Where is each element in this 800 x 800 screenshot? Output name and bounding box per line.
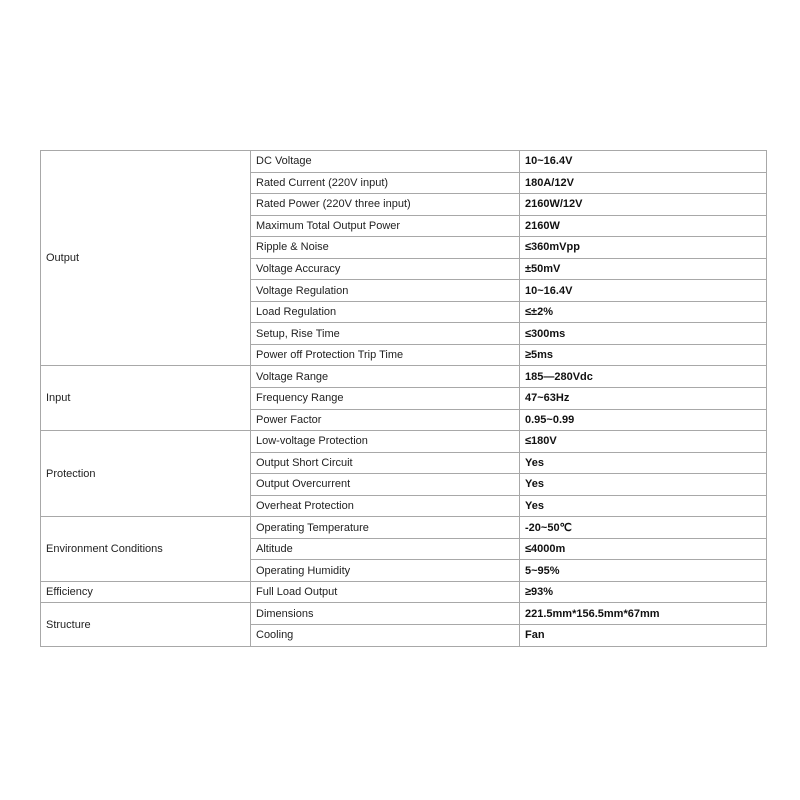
spec-table-body [41, 151, 767, 647]
parameter-name: Output Short Circuit [251, 452, 520, 474]
parameter-name: Load Regulation [251, 301, 520, 323]
parameter-value: ≥93% [520, 581, 767, 603]
parameter-name: Altitude [251, 538, 520, 560]
parameter-name: Voltage Accuracy [251, 258, 520, 280]
parameter-value: 185—280Vdc [520, 366, 767, 388]
parameter-value: 2160W/12V [520, 194, 767, 216]
parameter-name: Ripple & Noise [251, 237, 520, 259]
parameter-name: Rated Power (220V three input) [251, 194, 520, 216]
parameter-value: 10~16.4V [520, 151, 767, 173]
parameter-name: Dimensions [251, 603, 520, 625]
parameter-value: 2160W [520, 215, 767, 237]
parameter-name: Overheat Protection [251, 495, 520, 517]
parameter-name: Operating Temperature [251, 517, 520, 539]
parameter-value: ≥5ms [520, 344, 767, 366]
table-row [41, 366, 767, 388]
parameter-name: Frequency Range [251, 388, 520, 410]
parameter-name: Maximum Total Output Power [251, 215, 520, 237]
parameter-value: Fan [520, 625, 767, 647]
group-label: Structure [41, 603, 251, 646]
parameter-value: 221.5mm*156.5mm*67mm [520, 603, 767, 625]
table-row [41, 603, 767, 625]
group-label: Environment Conditions [41, 517, 251, 582]
group-label: Output [41, 151, 251, 366]
table-row [41, 581, 767, 603]
parameter-value: Yes [520, 474, 767, 496]
parameter-name: Full Load Output [251, 581, 520, 603]
parameter-value: 5~95% [520, 560, 767, 582]
parameter-name: DC Voltage [251, 151, 520, 173]
parameter-value: ≤360mVpp [520, 237, 767, 259]
parameter-value: Yes [520, 495, 767, 517]
parameter-name: Low-voltage Protection [251, 431, 520, 453]
parameter-value: ±50mV [520, 258, 767, 280]
parameter-value: ≤300ms [520, 323, 767, 345]
table-row [41, 151, 767, 173]
parameter-name: Operating Humidity [251, 560, 520, 582]
parameter-name: Power Factor [251, 409, 520, 431]
parameter-value: -20~50℃ [520, 517, 767, 539]
parameter-name: Output Overcurrent [251, 474, 520, 496]
parameter-name: Cooling [251, 625, 520, 647]
group-label: Protection [41, 431, 251, 517]
group-label: Efficiency [41, 581, 251, 603]
parameter-value: 47~63Hz [520, 388, 767, 410]
spec-table [40, 150, 767, 647]
parameter-value: 180A/12V [520, 172, 767, 194]
parameter-value: Yes [520, 452, 767, 474]
table-row [41, 431, 767, 453]
parameter-name: Power off Protection Trip Time [251, 344, 520, 366]
group-label: Input [41, 366, 251, 431]
parameter-value: ≤180V [520, 431, 767, 453]
table-row [41, 517, 767, 539]
parameter-name: Setup, Rise Time [251, 323, 520, 345]
parameter-value: ≤4000m [520, 538, 767, 560]
parameter-name: Voltage Range [251, 366, 520, 388]
parameter-name: Rated Current (220V input) [251, 172, 520, 194]
parameter-value: 0.95~0.99 [520, 409, 767, 431]
parameter-name: Voltage Regulation [251, 280, 520, 302]
parameter-value: ≤±2% [520, 301, 767, 323]
parameter-value: 10~16.4V [520, 280, 767, 302]
